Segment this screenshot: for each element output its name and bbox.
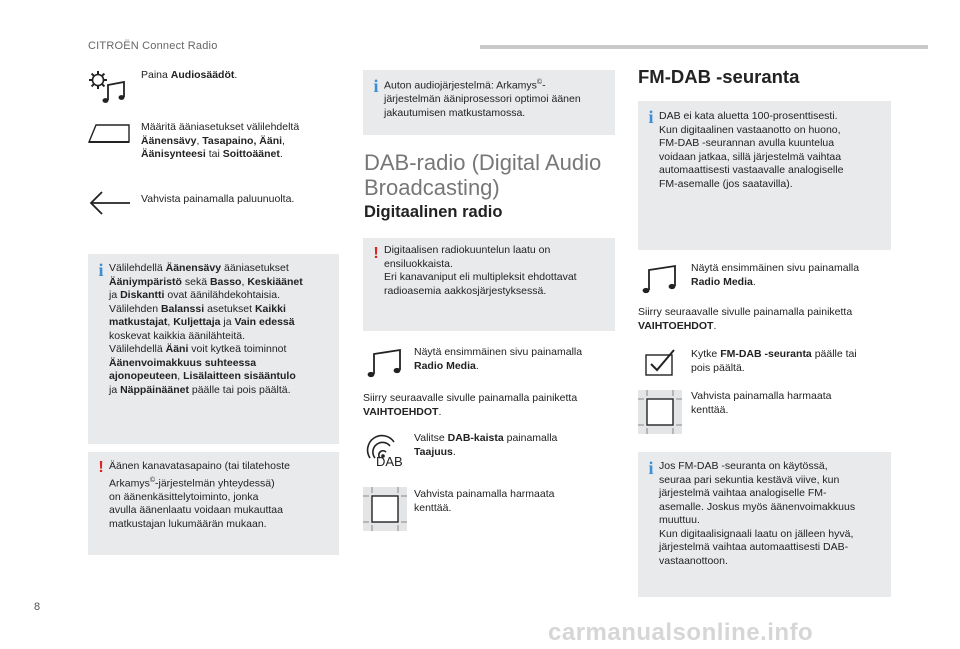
warning-box-digital-quality: ! Digitaalisen radiokuuntelun laatu on ensiluokkaista. Eri kanavaniput eli multipleksit ehdottavat radioasemia aakkosjärjestyksessä. (363, 238, 615, 331)
info-box-fm-dab: i DAB ei kata aluetta 100-prosenttisesti. Kun digitaalinen vastaanotto on huono, FM-DAB -seurannan avulla kuuntelua voidaan jatkaa, sillä järjestelmä vaihtaa automaattisesti vastaavalle analogiselle FM-asemalle (jos saatavilla). (638, 101, 891, 250)
step-confirm-back: Vahvista painamalla paluunuolta. (141, 193, 295, 205)
info-box-sound-settings: i Välilehdellä Äänensävy ääniasetukset Ääniympäristö sekä Basso, Keskiäänet ja Diskantti ovat äänilähdekohtaisia. Välilehden Balanssi asetukset Kaikki matkustajat, Kuljettaja ja Vain edessä koskevat kaikkia äänilähteitä. Välilehdellä Ääni voit kytkeä toiminnot Äänenvoimakkuus suhteessa ajonopeuteen, Lisälaitteen sisääntulo ja Näppäinäänet päälle tai pois päältä. (88, 254, 339, 444)
step-confirm-grey-field-fm: Vahvista painamalla harmaata kenttää. (691, 390, 832, 416)
step-radio-media-fm: Näytä ensimmäinen sivu painamalla Radio Media. (691, 262, 860, 288)
info-icon: i (98, 260, 104, 280)
checkbox-icon (643, 348, 677, 378)
tab-icon (88, 122, 130, 144)
step-options-dab: Siirry seuraavalle sivulle painamalla painiketta VAIHTOEHDOT. (363, 392, 578, 418)
running-header: CITROËN Connect Radio (88, 40, 218, 52)
section-title-fm-dab: FM-DAB -seuranta (638, 66, 800, 87)
dab-band-icon (364, 434, 408, 474)
step-options-fm: Siirry seuraavalle sivulle painamalla painiketta VAIHTOEHDOT. (638, 306, 853, 332)
warning-box-balance: ! Äänen kanavatasapaino (tai tilatehoste Arkamys©-järjestelmän yhteydessä) on äänenkäsittelytoiminto, jonka avulla äänenlaatu voidaan mukauttaa matkustajan lukumäärän mukaan. (88, 452, 339, 555)
page-number: 8 (34, 601, 41, 613)
music-note-icon (366, 346, 406, 380)
step-toggle-fm-dab: Kytke FM-DAB -seuranta päälle tai pois päältä. (691, 348, 857, 374)
step-choose-settings-tab: Määritä ääniasetukset välilehdeltä Äänensävy, Tasapaino, Ääni, Äänisynteesi tai Soittoäänet. (141, 121, 300, 160)
back-arrow-icon (88, 190, 132, 216)
info-icon: i (373, 76, 379, 96)
warning-icon: ! (373, 245, 379, 262)
subtitle-digital-radio: Digitaalinen radio (364, 203, 503, 221)
step-radio-media-dab: Näytä ensimmäinen sivu painamalla Radio Media. (414, 346, 583, 372)
info-icon: i (648, 458, 654, 478)
music-note-icon (641, 262, 681, 296)
info-box-fm-dab-delay: i Jos FM-DAB -seuranta on käytössä, seuraa pari sekuntia kestävä viive, kun järjestelmä vaihtaa analogiselle FM- asemalle. Joskus myös äänenvoimakkuus muuttuu. Kun digitaalisignaali laatu on jälleen hyvä, järjestelmä vaihtaa automaattisesti DAB- vastaanottoon. (638, 452, 891, 597)
info-box-arkamys: i Auton audiojärjestelmä: Arkamys©- järjestelmän ääniprosessori optimoi äänen jakautumisen matkustamossa. (363, 70, 615, 135)
grey-field-icon (638, 390, 682, 434)
header-rule (480, 45, 928, 49)
info-icon: i (648, 107, 654, 127)
dab-icon-label: DAB (376, 454, 403, 469)
step-confirm-grey-field-dab: Vahvista painamalla harmaata kenttää. (414, 488, 555, 514)
audio-settings-icon (88, 70, 128, 106)
watermark: carmanualsonline.info (548, 619, 814, 646)
grey-field-icon (363, 487, 407, 531)
step-press-audio-settings: Paina Audiosäädöt. (141, 69, 238, 81)
warning-icon: ! (98, 459, 104, 476)
step-select-dab-band: Valitse DAB-kaista painamalla Taajuus. (414, 432, 558, 458)
section-title-dab: DAB-radio (Digital Audio Broadcasting) (364, 150, 602, 200)
